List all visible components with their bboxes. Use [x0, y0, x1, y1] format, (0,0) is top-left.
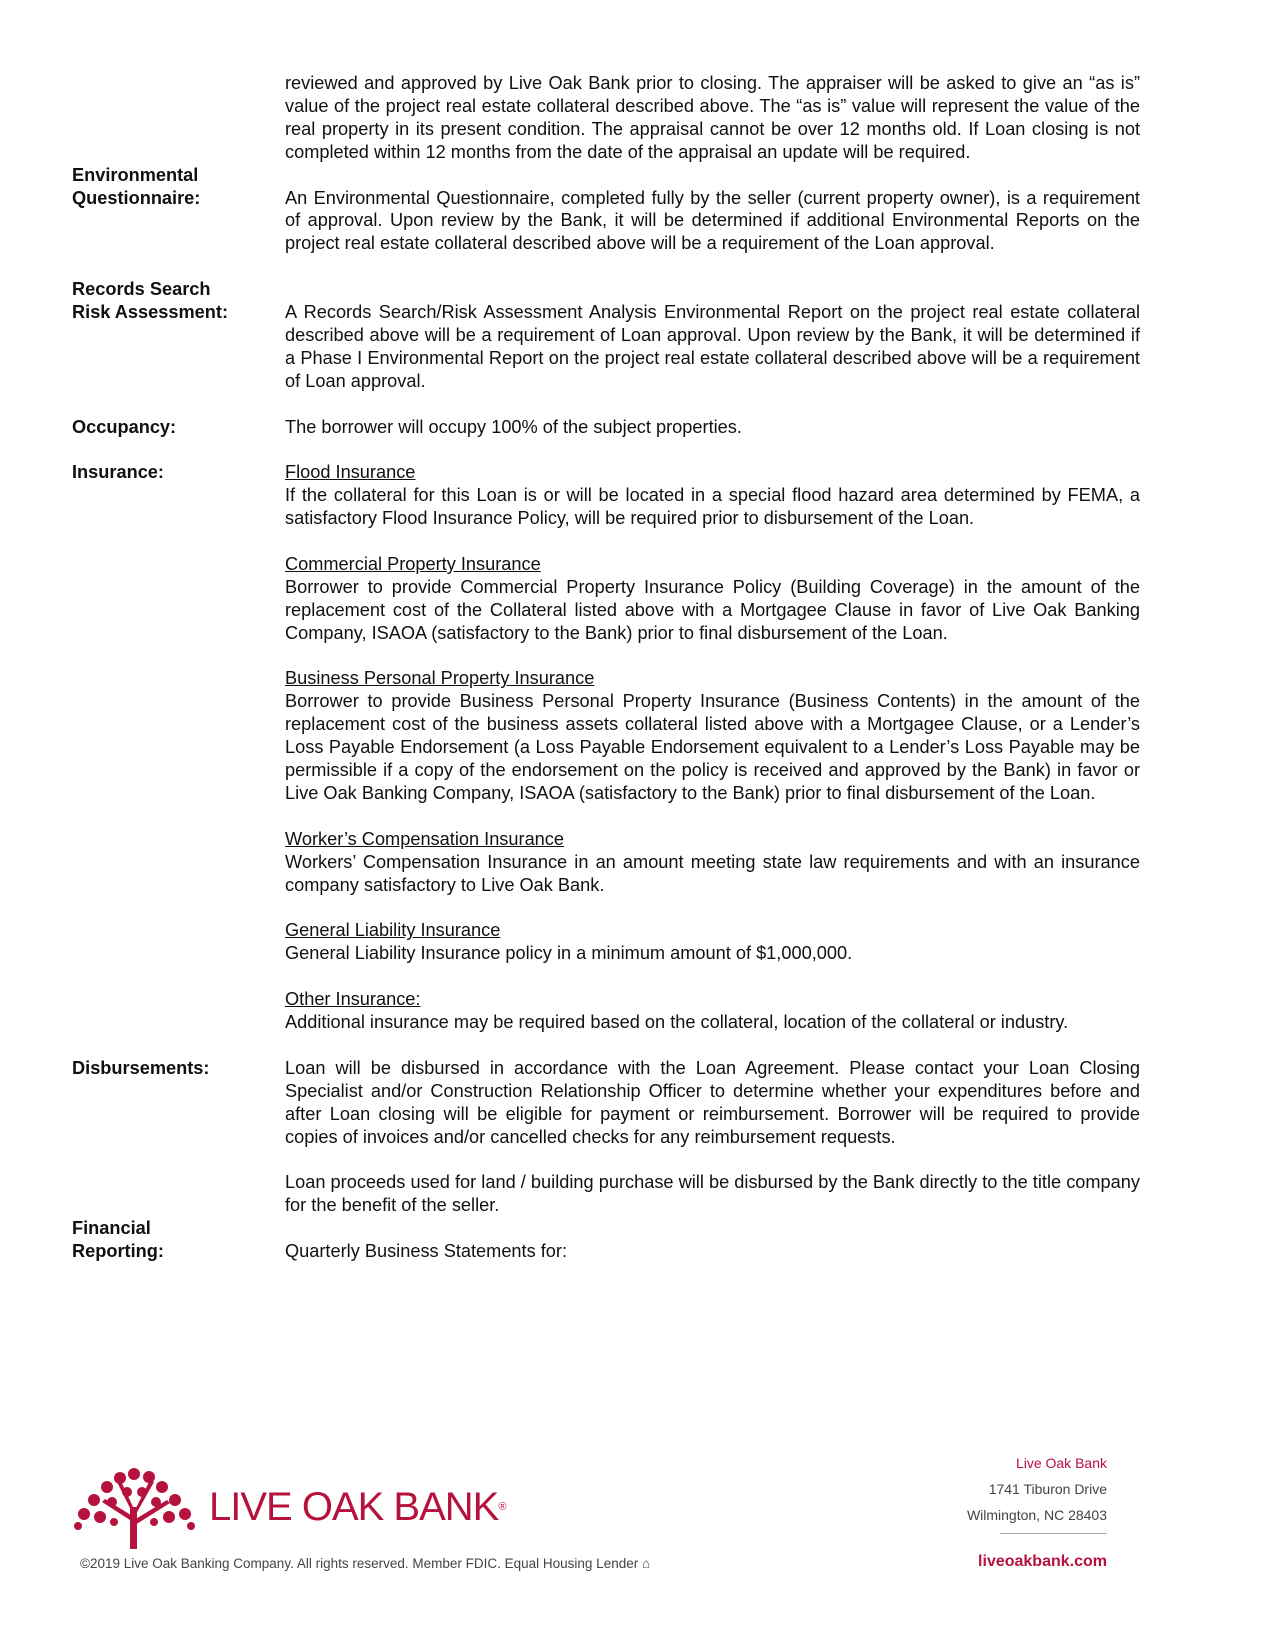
- label: Questionnaire:: [72, 187, 201, 208]
- label: Environmental: [72, 164, 199, 185]
- brand-wordmark: LIVE OAK BANK: [209, 1484, 499, 1529]
- insurance-text: If the collateral for this Loan is or will be located in a special flood hazard area determined by FEMA, a satisfactory Flood Insurance Policy, will be required prior to disbursement of the Loan.: [285, 485, 1140, 529]
- insurance-text: Workers’ Compensation Insurance in an amount meeting state law requirements and with an insurance company satisfactory to Live Oak Bank.: [285, 851, 1140, 895]
- insurance-title: Commercial Property Insurance: [285, 553, 541, 574]
- section-text: A Records Search/Risk Assessment Analysis Environmental Report on the project real estate collateral described above will be a requirement of Loan approval. Upon review by the Bank, it will be determined if a Phase I Environmental Report on the project real estate collateral described above will be a requirement of Loan approval.: [285, 302, 1140, 391]
- insurance-text: Borrower to provide Business Personal Property Insurance (Business Contents) in the amount of the replacement cost of the business assets collateral listed above with a Mortgagee Clause, or a Lender’s Loss Payable Endorsement (a Loss Payable Endorsement equivalent to a Lender’s Loss Payable may be permissible if a copy of the endorsement on the policy is received and approved by the Bank) in favor or Live Oak Banking Company, ISAOA (satisfactory to the Bank) prior to final disbursement of the Loan.: [285, 691, 1140, 803]
- insurance-title: Flood Insurance: [285, 462, 416, 483]
- registered-mark: ®: [498, 1500, 507, 1513]
- label: Insurance:: [72, 462, 164, 483]
- copyright: [80, 1553, 650, 1576]
- insurance-item: [285, 667, 1140, 804]
- section-financial-reporting: [72, 1217, 1140, 1263]
- insurance-title: Business Personal Property Insurance: [285, 668, 595, 689]
- insurance-item: [285, 461, 1140, 530]
- section-text: Loan will be disbursed in accordance with the Loan Agreement. Please contact your Loan Closing Specialist and/or Construction Relationship Officer to determine whether your expenditures before and after Loan closing will be eligible for payment or reimbursement. Borrower will be required to provide copies of invoices and/or cancelled checks for any reimbursement requests.: [285, 1057, 1140, 1147]
- section-occupancy: [72, 416, 1140, 439]
- section-insurance: [72, 461, 1140, 1034]
- insurance-item: [285, 919, 1140, 965]
- oak-tree-icon: [72, 1462, 197, 1552]
- section-text: An Environmental Questionnaire, completed fully by the seller (current property owner), is a requirement of approval. Upon review by the Bank, it will be determined if additional Environmental Reports on the project real estate collateral described above will be a requirement of the Loan approval.: [285, 187, 1140, 254]
- section-text: The borrower will occupy 100% of the subject properties.: [285, 416, 742, 437]
- section-environmental-questionnaire: [72, 164, 1140, 256]
- insurance-text: General Liability Insurance policy in a minimum amount of $1,000,000.: [285, 943, 853, 964]
- address-line: Wilmington, NC 28403: [966, 1507, 1107, 1523]
- address-name: Live Oak Bank: [1015, 1455, 1107, 1471]
- label: Reporting:: [72, 1241, 164, 1262]
- section-records-search: [72, 278, 1140, 393]
- address-line: 1741 Tiburon Drive: [988, 1481, 1107, 1497]
- section-disbursements: [72, 1057, 1140, 1217]
- live-oak-bank-logo: [72, 1462, 506, 1552]
- label: Risk Assessment:: [72, 302, 229, 323]
- insurance-title: Worker’s Compensation Insurance: [285, 828, 565, 849]
- label: Financial: [72, 1218, 151, 1239]
- insurance-text: Borrower to provide Commercial Property Insurance Policy (Building Coverage) in the amount of the replacement cost of the Collateral listed above with a Mortgagee Clause in favor of Live Oak Banking Company, ISAOA (satisfactory to the Bank) prior to final disbursement of the Loan.: [285, 576, 1140, 643]
- divider: [1000, 1533, 1107, 1534]
- label: Records Search: [72, 279, 211, 300]
- label: Occupancy:: [72, 416, 177, 437]
- insurance-item: [285, 553, 1140, 645]
- equal-housing-icon: ⌂: [642, 1556, 651, 1571]
- section-text: Quarterly Business Statements for:: [285, 1241, 568, 1262]
- copyright-text: ©2019 Live Oak Banking Company. All rights reserved. Member FDIC. Equal Housing Lender: [80, 1556, 639, 1571]
- insurance-text: Additional insurance may be required based on the collateral, location of the collateral or industry.: [285, 1012, 1069, 1032]
- section-text: Loan proceeds used for land / building purchase will be disbursed by the Bank directly to the title company for the benefit of the seller.: [285, 1172, 1140, 1216]
- appraisal-continuation: reviewed and approved by Live Oak Bank prior to closing. The appraiser will be asked to give an “as is” value of the project real estate collateral described above. The “as is” value will represent the value of the real property in its present condition. The appraisal cannot be over 12 months old. If Loan closing is not completed within 12 months from the date of the appraisal an update will be required.: [285, 73, 1140, 162]
- website-link[interactable]: liveoakbank.com: [978, 1553, 1107, 1570]
- label: Disbursements:: [72, 1057, 210, 1078]
- insurance-title: Other Insurance:: [285, 989, 421, 1010]
- insurance-title: General Liability Insurance: [285, 920, 501, 941]
- insurance-item: [285, 988, 1140, 1034]
- bank-address: [967, 1450, 1107, 1528]
- insurance-item: [285, 828, 1140, 897]
